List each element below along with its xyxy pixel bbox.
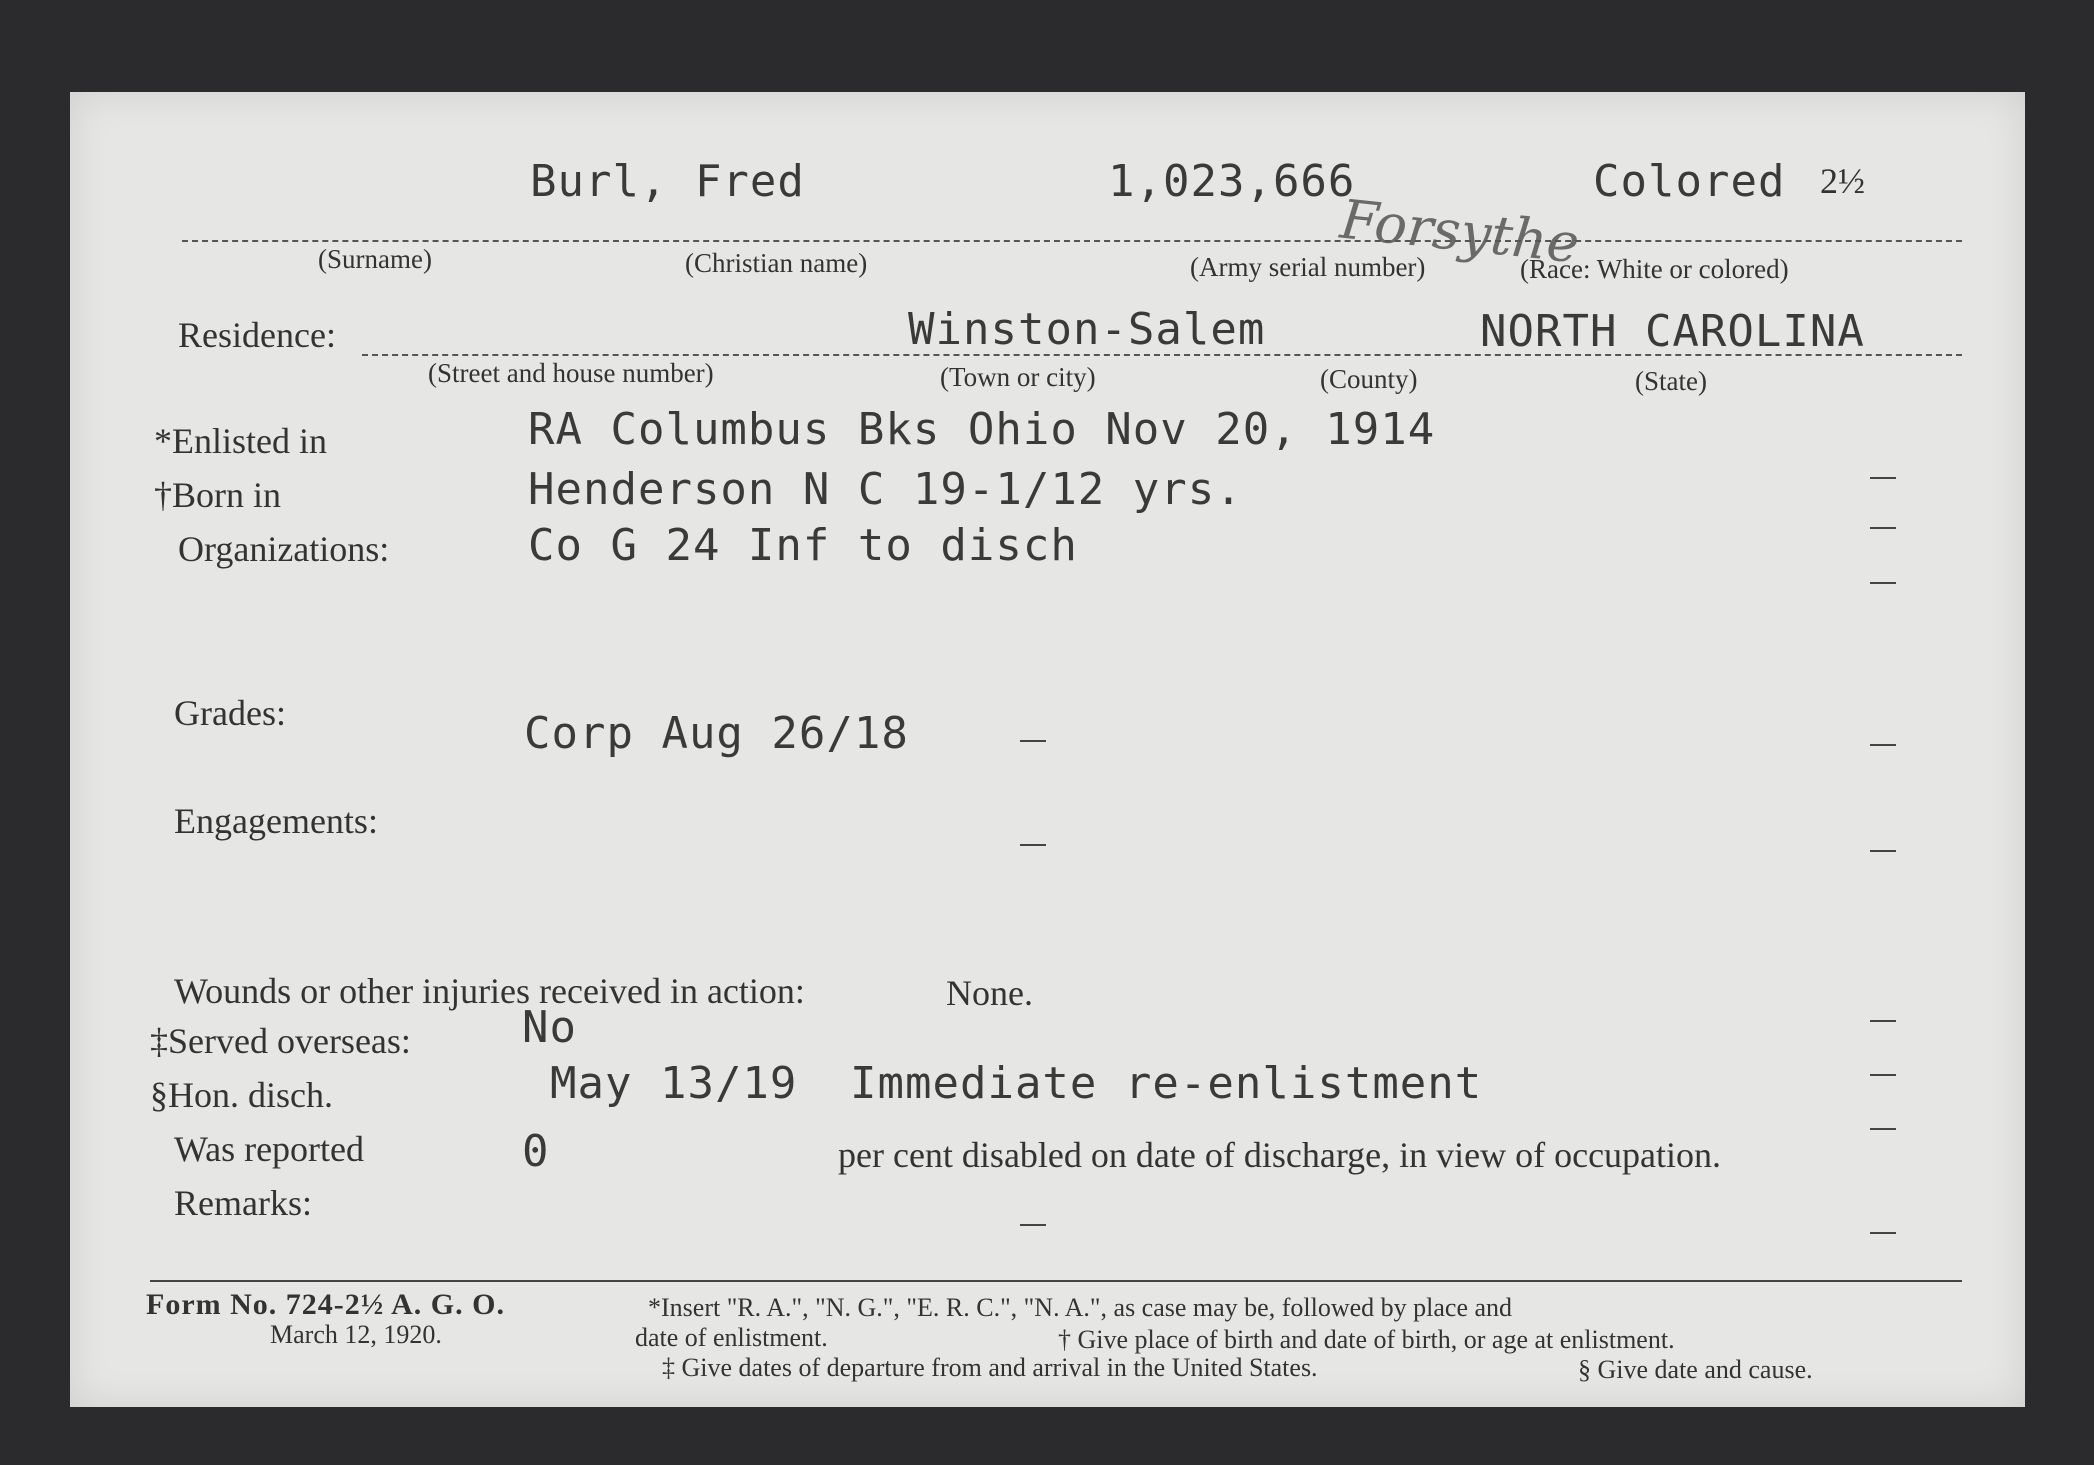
- caption-christian-name: (Christian name): [685, 248, 868, 278]
- serial-number-value: 1,023,666: [1108, 156, 1356, 207]
- residence-state: NORTH CAROLINA: [1480, 306, 1865, 357]
- engagements-label: Engagements:: [174, 801, 378, 841]
- wounds-label: Wounds or other injuries received in action:: [174, 971, 805, 1011]
- tick-mark: [1870, 1074, 1896, 1076]
- footnote-insert-cont: date of enlistment.: [635, 1323, 828, 1352]
- tick-mark: [1020, 740, 1046, 742]
- overseas-label: ‡Served overseas:: [150, 1021, 411, 1061]
- header-rule: [182, 240, 1962, 242]
- handwritten-county: Forsythe: [1337, 187, 1583, 276]
- born-value: Henderson N C 19-1/12 yrs.: [528, 464, 1243, 515]
- tick-mark: [1870, 1128, 1896, 1130]
- form-number: Form No. 724-2½ A. G. O.: [146, 1288, 505, 1321]
- caption-surname: (Surname): [318, 244, 432, 274]
- caption-street: (Street and house number): [428, 358, 714, 388]
- born-label: †Born in: [154, 475, 282, 515]
- reported-value: 0: [522, 1126, 550, 1177]
- footnote-overseas: ‡ Give dates of departure from and arrival in the United States.: [662, 1353, 1318, 1382]
- wounds-value: None.: [946, 973, 1033, 1013]
- organizations-value: Co G 24 Inf to disch: [528, 520, 1078, 571]
- discharge-value: May 13/19: [550, 1058, 798, 1109]
- enlisted-label: *Enlisted in: [154, 421, 327, 461]
- footnote-discharge: § Give date and cause.: [1578, 1355, 1813, 1384]
- discharge-note: Immediate re-enlistment: [850, 1058, 1483, 1109]
- overseas-value: No: [522, 1002, 577, 1053]
- reported-text: per cent disabled on date of discharge, in view of occupation.: [838, 1135, 1722, 1175]
- caption-race: (Race: White or colored): [1520, 254, 1789, 284]
- tick-mark: [1870, 850, 1896, 852]
- tick-mark: [1870, 477, 1896, 479]
- tick-mark: [1870, 1020, 1896, 1022]
- tick-mark: [1020, 844, 1046, 846]
- residence-town: Winston-Salem: [908, 304, 1266, 355]
- caption-state: (State): [1635, 366, 1707, 396]
- grades-value: Corp Aug 26/18: [524, 708, 909, 759]
- tick-mark: [1870, 744, 1896, 746]
- residence-rule: [362, 354, 1962, 356]
- footnote-birth: † Give place of birth and date of birth, or age at enlistment.: [1058, 1325, 1675, 1354]
- tick-mark: [1870, 527, 1896, 529]
- footer-rule: [150, 1280, 1962, 1282]
- reported-label: Was reported: [174, 1129, 365, 1169]
- organizations-label: Organizations:: [178, 529, 390, 569]
- form-ref: 2½: [1820, 161, 1865, 201]
- surname-value: Burl, Fred: [530, 156, 805, 207]
- caption-county: (County): [1320, 364, 1418, 394]
- race-value: Colored: [1593, 156, 1786, 207]
- service-record-card: [70, 92, 2025, 1407]
- remarks-label: Remarks:: [174, 1183, 312, 1223]
- tick-mark: [1870, 1232, 1896, 1234]
- footnote-insert: *Insert "R. A.", "N. G.", "E. R. C.", "N. A.", as case may be, followed by place and: [648, 1293, 1513, 1322]
- tick-mark: [1870, 582, 1896, 584]
- tick-mark: [1020, 1224, 1046, 1226]
- enlisted-value: RA Columbus Bks Ohio Nov 20, 1914: [528, 404, 1436, 455]
- discharge-label: §Hon. disch.: [150, 1075, 333, 1115]
- residence-label: Residence:: [178, 315, 336, 355]
- caption-town: (Town or city): [940, 362, 1096, 392]
- caption-serial: (Army serial number): [1190, 252, 1426, 282]
- form-date: March 12, 1920.: [270, 1320, 442, 1349]
- grades-label: Grades:: [174, 693, 286, 733]
